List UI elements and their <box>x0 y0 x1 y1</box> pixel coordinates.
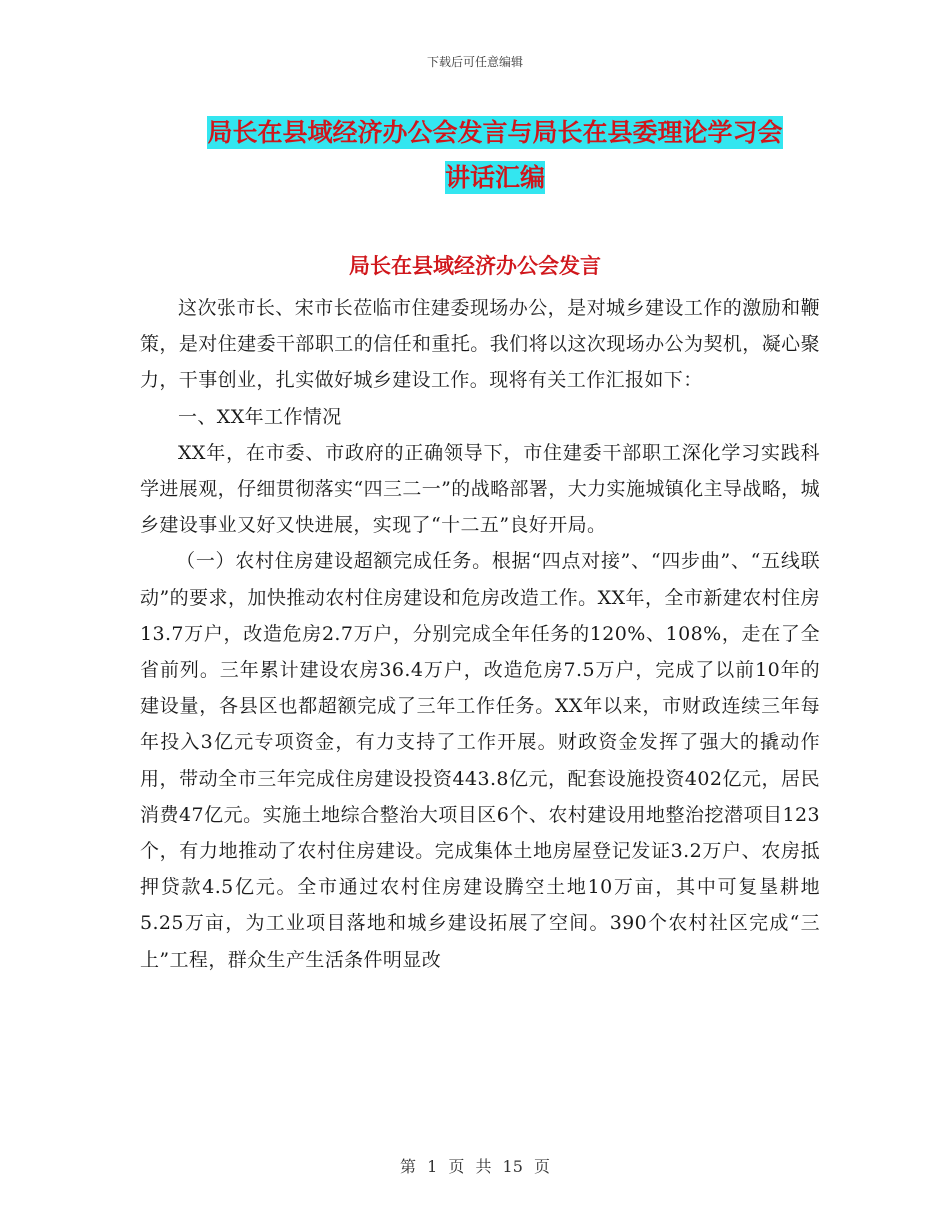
document-title-line-1: 局长在县域经济办公会发言与局长在县委理论学习会 <box>207 118 783 147</box>
body-text <box>140 290 820 978</box>
header-note: 下载后可任意编辑 <box>426 55 523 69</box>
paragraph-rural-housing: （一）农村住房建设超额完成任务。根据“四点对接”、“四步曲”、“五线联动”的要求，加快推动农村住房建设和危房改造工作。XX年，全市新建农村住房13.7万户，改造危房2.7万户，分别完成全年任务的120%、108%，走在了全省前列。三年累计建设农房36.4万户，改造危房7.5万户，完成了以前10年的建设量，各县区也都超额完成了三年工作任务。XX年以来，市财政连续三年每年投入3亿元专项资金，有力支持了工作开展。财政资金发挥了强大的撬动作用，带动全市三年完成住房建设投资443.8亿元，配套设施投资402亿元，居民消费47亿元。实施土地综合整治大项目区6个、农村建设用地整治挖潜项目123个，有力地推动了农村住房建设。完成集体土地房屋登记发证3.2万户、农房抵押贷款4.5亿元。全市通过农村住房建设腾空土地10万亩，其中可复垦耕地5.25万亩，为工业项目落地和城乡建设拓展了空间。390个农村社区完成“三上”工程，群众生产生活条件明显改 <box>140 550 820 971</box>
document-title-line-2: 讲话汇编 <box>444 163 545 192</box>
paragraph-summary: XX年，在市委、市政府的正确领导下，市住建委干部职工深化学习实践科学进展观，仔细贯彻落实“四三二一”的战略部署，大力实施城镇化主导战略，城乡建设事业又好又快进展，实现了“十二五”良好开局。 <box>140 441 820 537</box>
page-footer: 第 1 页 共 15 页 <box>400 1157 550 1176</box>
paragraph-intro: 这次张市长、宋市长莅临市住建委现场办公，是对城乡建设工作的激励和鞭策，是对住建委干部职工的信任和重托。我们将以这次现场办公为契机，凝心聚力，干事创业，扎实做好城乡建设工作。现将有关工作汇报如下： <box>140 297 820 392</box>
section-title: 局长在县域经济办公会发言 <box>349 254 601 278</box>
paragraph-heading-1: 一、XX年工作情况 <box>178 405 342 428</box>
document-title <box>170 110 820 200</box>
